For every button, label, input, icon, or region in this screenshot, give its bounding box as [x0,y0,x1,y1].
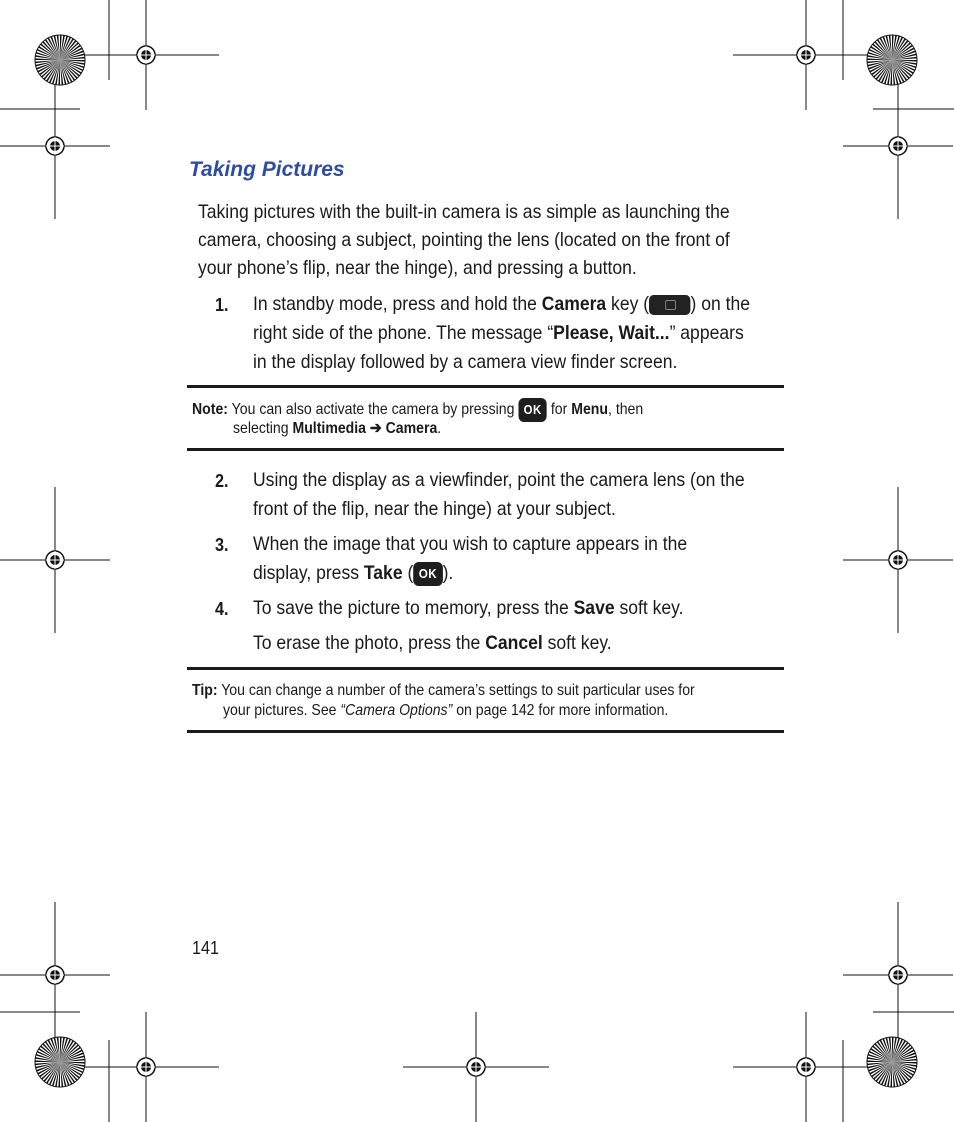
step-3-line-1: When the image that you wish to capture appears in the [253,533,688,555]
step-1-line-2: right side of the phone. The message “Please, Wait...” appears [253,322,744,344]
camera-key-icon [649,295,690,315]
step-2-line-2: front of the flip, near the hinge) at your subject. [253,498,616,520]
tip-top-rule [187,667,784,670]
tip-line-1: Tip: You can change a number of the camera’s settings to suit particular uses for [192,682,695,699]
note-line-2: selecting Multimedia ➔ Camera. [233,420,442,437]
intro-line-1: Taking pictures with the built-in camera is as simple as launching the [198,201,730,223]
step-2-line-1: Using the display as a viewfinder, point the camera lens (on the [253,469,745,491]
step-4-line-2: To erase the photo, press the Cancel soft key. [253,632,612,654]
step-4-line-1: To save the picture to memory, press the Save soft key. [253,597,684,619]
page-number: 141 [192,938,220,958]
intro-line-2: camera, choosing a subject, pointing the lens (located on the front of [198,229,730,251]
ok-key-icon: OK [413,562,442,586]
tip-line-2: your pictures. See “Camera Options” on page 142 for more information. [223,702,669,719]
step-1-line-3: in the display followed by a camera view finder screen. [253,351,678,373]
ok-key-icon: OK [518,398,547,422]
section-heading: Taking Pictures [189,158,345,181]
step-4-number: 4. [215,599,229,619]
tip-bottom-rule [187,730,784,733]
step-2-number: 2. [215,471,229,491]
step-3-line-2: display, press Take ( OK ). [253,562,454,584]
note-top-rule [187,385,784,388]
intro-line-3: your phone’s flip, near the hinge), and pressing a button. [198,257,637,279]
note-bottom-rule [187,448,784,451]
note-line-1: Note: You can also activate the camera by pressing OK for Menu, then [192,398,643,422]
step-1-number: 1. [215,295,229,315]
step-1-line-1: In standby mode, press and hold the Camera key ( ) on the [253,293,751,315]
step-3-number: 3. [215,535,229,555]
